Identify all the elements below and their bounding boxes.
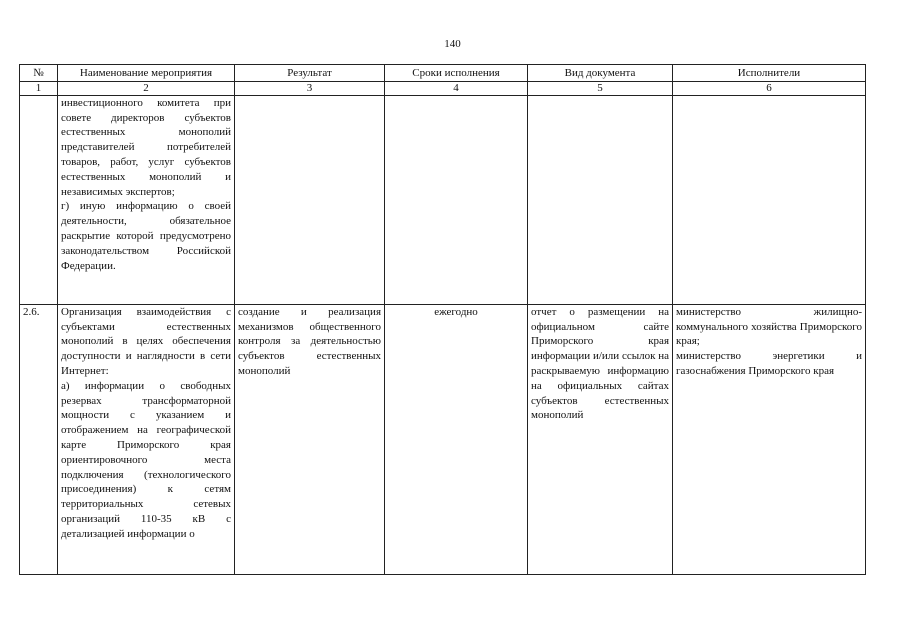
column-number-row (20, 81, 866, 95)
header-number: № (20, 65, 58, 82)
header-document-type: Вид документа (528, 65, 673, 82)
deadline: ежегодно (385, 304, 528, 574)
column-number: 5 (528, 81, 673, 95)
event-name: инвестиционного комитета при совете директоров субъектов естественных монополий представителей потребителей товаров, работ, услуг субъектов естественных монополий и независимых экспертов; г) иную информацию о своей деятельности, обязательное раскрытие которой предусмотрено законодательством Российской Федерации. (58, 95, 235, 304)
result: создание и реализация механизмов общественного контроля за деятельностью субъектов естественных монополий (235, 304, 385, 574)
column-number: 6 (673, 81, 866, 95)
document-type: отчет о размещении на официальном сайте Приморского края информации и/или ссылок на раскрываемую информацию на официальных сайтах субъектов естественных монополий (528, 304, 673, 574)
header-result: Результат (235, 65, 385, 82)
document-type (528, 95, 673, 304)
row-number (20, 95, 58, 304)
event-name: Организация взаимодействия с субъектами естественных монополий в целях обеспечения доступности и наглядности в сети Интернет: а) информации о свободных резервах трансформаторной мощности с указанием и отображением на географической карте Приморского края ориентировочного места подключения (технологического присоединения) к сетям территориальных сетевых организаций 110-35 кВ с детализацией информации о (58, 304, 235, 574)
page-number: 140 (444, 38, 461, 50)
executors (673, 95, 866, 304)
result (235, 95, 385, 304)
executors: министерство жилищно-коммунального хозяйства Приморского края; министерство энергетики и газоснабжения Приморского края (673, 304, 866, 574)
events-table (19, 64, 866, 575)
table-row (20, 95, 866, 304)
row-number: 2.6. (20, 304, 58, 574)
column-number: 3 (235, 81, 385, 95)
column-number: 4 (385, 81, 528, 95)
header-deadline: Сроки исполнения (385, 65, 528, 82)
header-executors: Исполнители (673, 65, 866, 82)
header-row (20, 65, 866, 82)
column-number: 1 (20, 81, 58, 95)
table-row (20, 304, 866, 574)
deadline (385, 95, 528, 304)
header-event-name: Наименование мероприятия (58, 65, 235, 82)
column-number: 2 (58, 81, 235, 95)
